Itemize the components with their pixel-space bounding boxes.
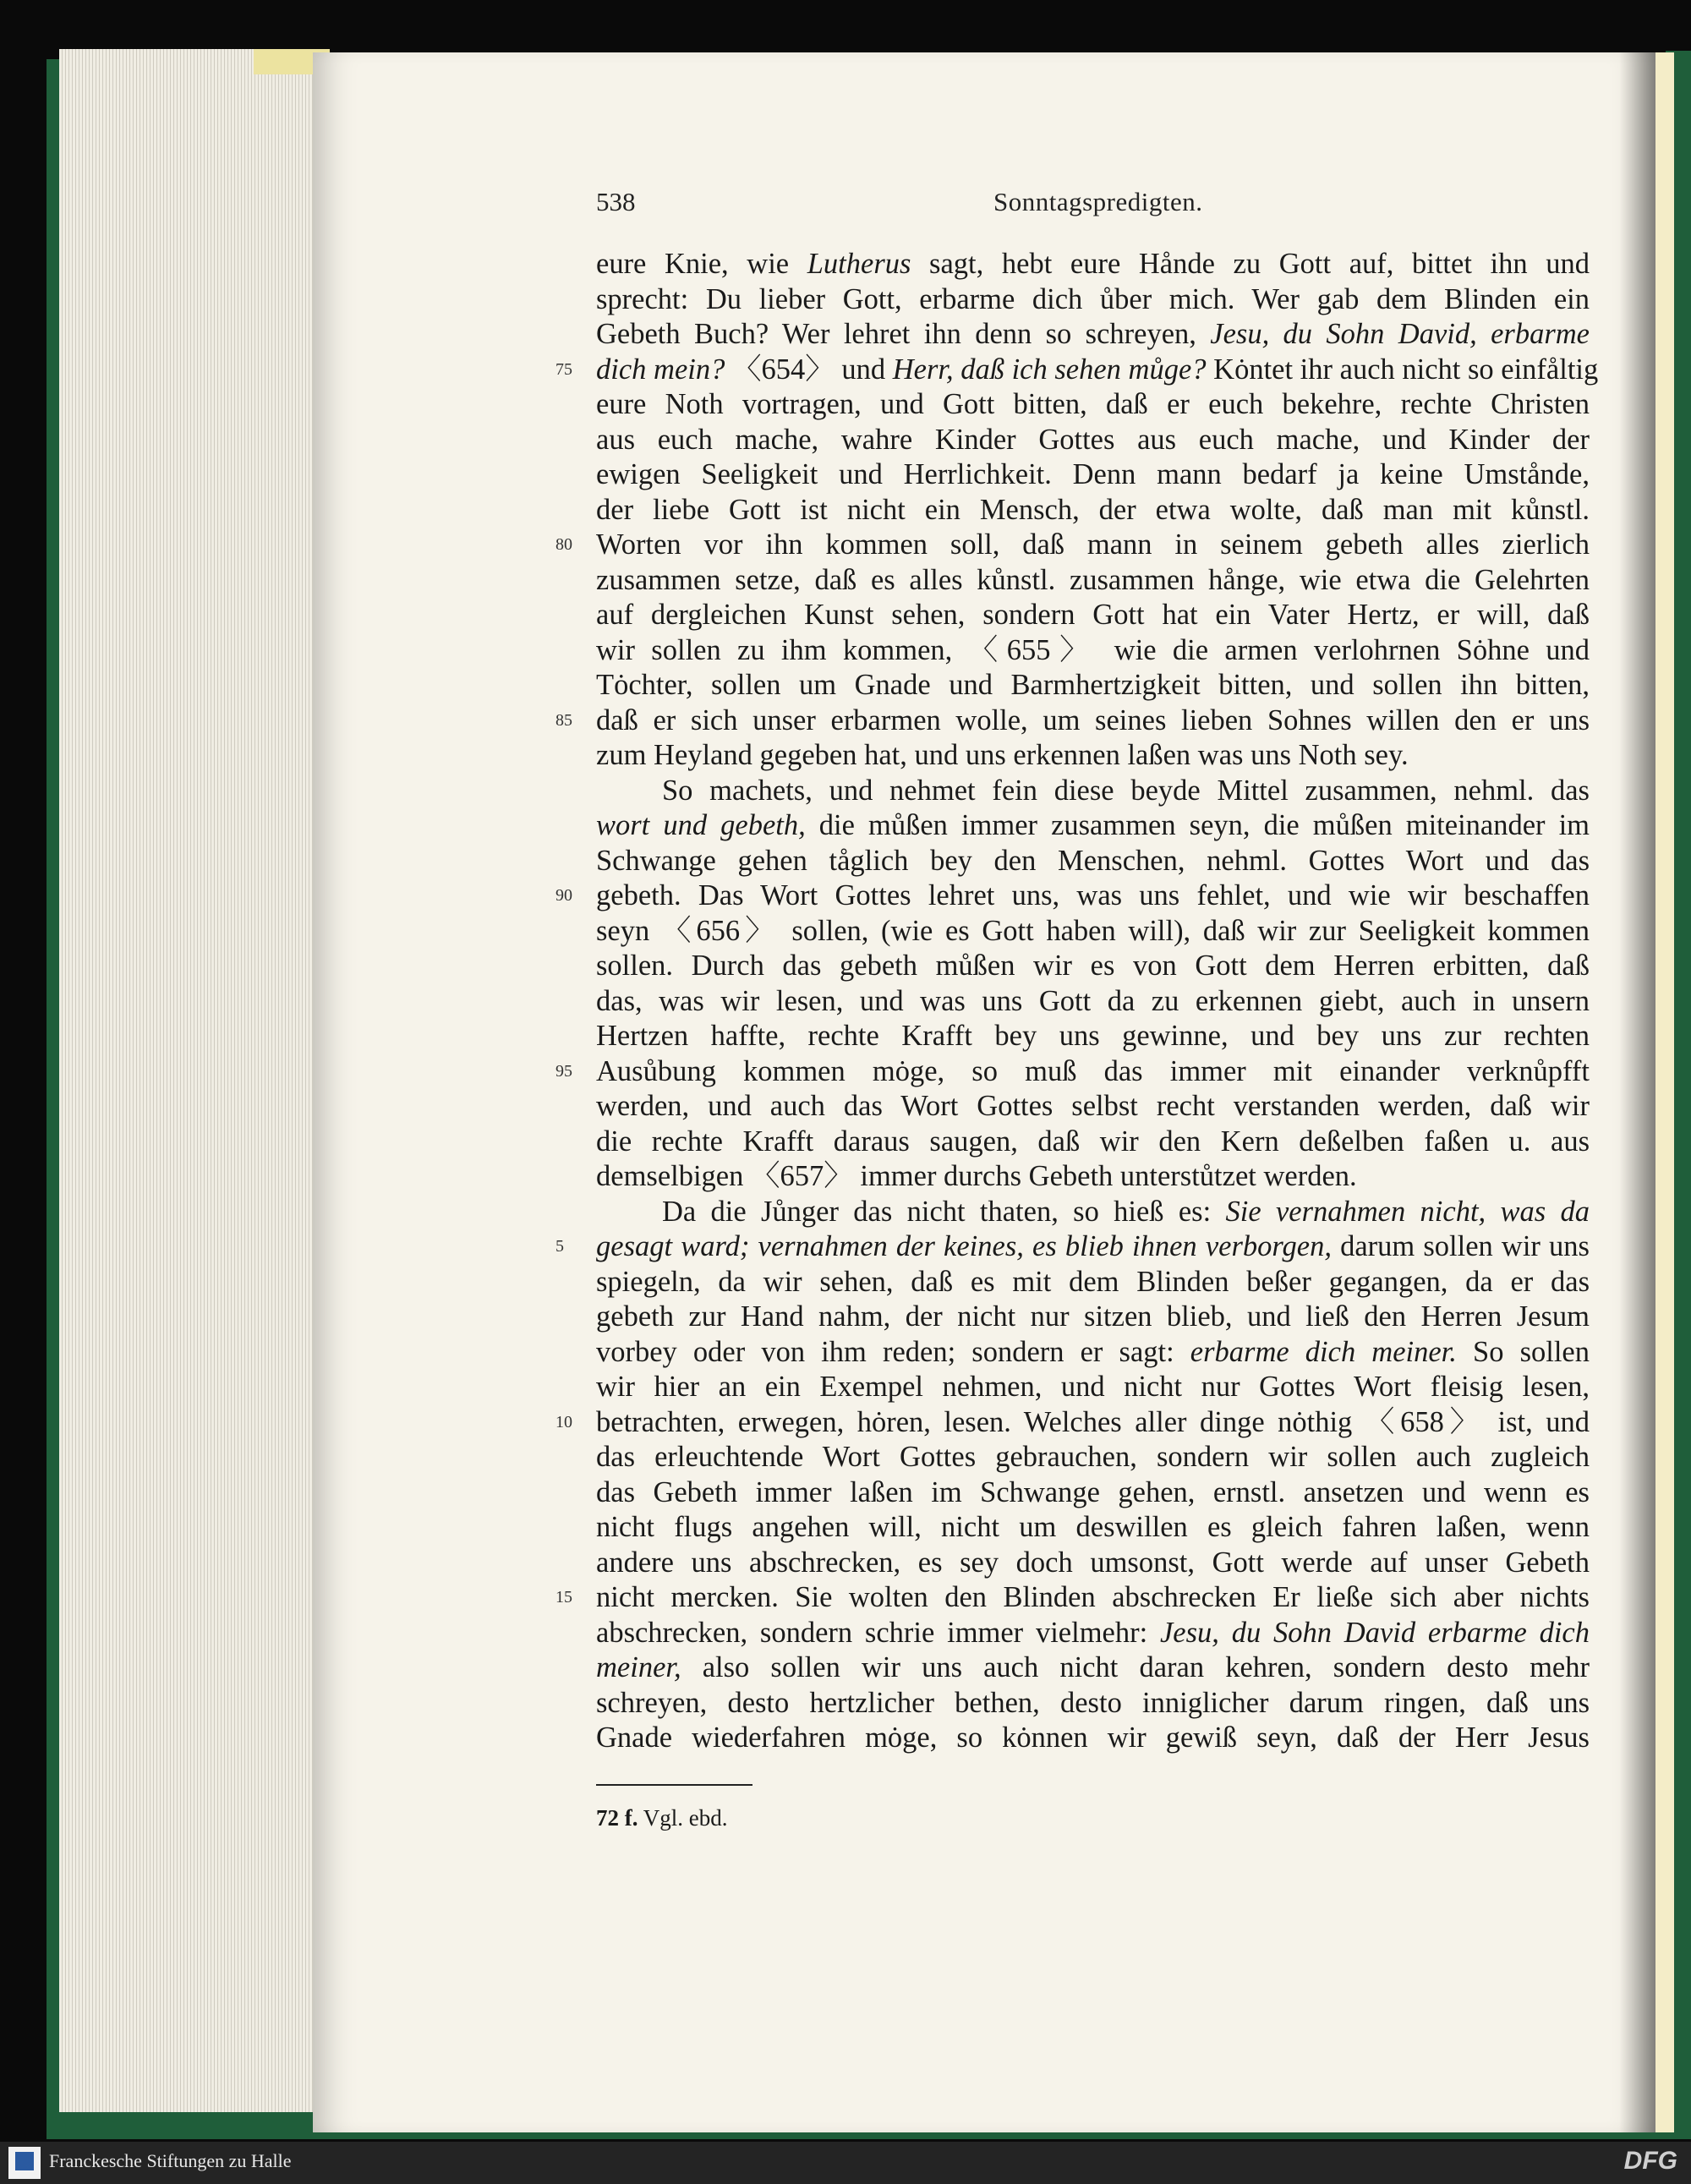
footnote-rule xyxy=(596,1784,752,1786)
institution-name: Franckesche Stiftungen zu Halle xyxy=(49,2150,292,2171)
text-line: andere uns abschrecken, es sey doch umsonst, Gott werde auf unser Gebeth xyxy=(596,1546,1590,1579)
next-page-sliver xyxy=(1655,52,1674,2132)
text-line: Ausůbung kommen mȯge, so muß das immer mit einander verknůpfft 95 xyxy=(596,1054,1590,1090)
text-line: betrachten, erwegen, hȯren, lesen. Welches aller dinge nȯthig 〈658〉 ist, und 10 xyxy=(596,1405,1590,1441)
text-line: demselbigen 〈657〉 immer durchs Gebeth unterstůtzet werden. xyxy=(596,1160,1357,1192)
text-line: eure Noth vortragen, und Gott bitten, daß er euch bekehre, rechte Christen xyxy=(596,388,1590,420)
text-line: das, was wir lesen, und was uns Gott da zu erkennen giebt, auch in unsern xyxy=(596,984,1590,1017)
text-line: wir hier an ein Exempel nehmen, und nicht nur Gottes Wort fleisig lesen, xyxy=(596,1371,1590,1403)
text-line: auf dergleichen Kunst sehen, sondern Gott hat ein Vater Hertz, er will, daß xyxy=(596,599,1590,631)
text-line: die rechte Krafft daraus saugen, daß wir den Kern deßelben faßen u. aus xyxy=(596,1125,1590,1158)
text-line: dich mein? 〈654〉 und Herr, daß ich sehen můge? Kȯntet ihr auch nicht so einfåltig 75 xyxy=(596,353,1590,388)
text-line: sprecht: Du lieber Gott, erbarme dich ůber mich. Wer gab dem Blinden ein xyxy=(596,282,1590,315)
text-line: nicht flugs angehen will, nicht um deswillen es gleich fahren laßen, wenn xyxy=(596,1511,1590,1543)
running-title: Sonntagspredigten. xyxy=(993,187,1203,216)
text-line: nicht mercken. Sie wolten den Blinden abschrecken Er ließe sich aber nichts 15 xyxy=(596,1580,1590,1616)
text-line: spiegeln, da wir sehen, daß es mit dem Blinden beßer gegangen, da er das xyxy=(596,1265,1590,1298)
text-line: wort und gebeth, die můßen immer zusammen seyn, die můßen miteinander im xyxy=(596,809,1590,841)
text-line: werden, und auch das Wort Gottes selbst recht verstanden werden, daß wir xyxy=(596,1090,1590,1122)
text-line: gebeth zur Hand nahm, der nicht nur sitzen blieb, und ließ den Herren Jesum xyxy=(596,1300,1590,1333)
footnote-number: 72 f. xyxy=(596,1805,638,1831)
text-line: gebeth. Das Wort Gottes lehret uns, was uns fehlet, und wie wir beschaffen 90 xyxy=(596,879,1590,914)
text-line: das erleuchtende Wort Gottes gebrauchen, sondern wir sollen auch zugleich xyxy=(596,1441,1590,1473)
text-line: Worten vor ihn kommen soll, daß mann in seinem gebeth alles zierlich 80 xyxy=(596,528,1590,563)
line-number: 80 xyxy=(555,535,572,554)
institution-logo xyxy=(8,2147,41,2179)
line-number: 75 xyxy=(555,359,572,379)
text-line: Gnade wiederfahren mȯge, so kȯnnen wir gewiß seyn, daß der Herr Jesus xyxy=(596,1721,1590,1754)
text-line: zusammen setze, daß es alles kůnstl. zusammen hånge, wie etwa die Gelehrten xyxy=(596,563,1590,596)
text-line: aus euch mache, wahre Kinder Gottes aus euch mache, und Kinder der xyxy=(596,423,1590,456)
text-line: seyn 〈656〉 sollen, (wie es Gott haben will), daß wir zur Seeligkeit kommen xyxy=(596,914,1590,947)
line-number: 95 xyxy=(555,1061,572,1081)
text-line: vorbey oder von ihm reden; sondern er sagt: erbarme dich meiner. So sollen xyxy=(596,1335,1590,1368)
text-line: daß er sich unser erbarmen wolle, um seines lieben Sohnes willen den er uns 85 xyxy=(596,703,1590,739)
line-number: 85 xyxy=(555,710,572,730)
text-line: zum Heyland gegeben hat, und uns erkennen laßen was uns Noth sey. xyxy=(596,739,1409,771)
text-line: eure Knie, wie Lutherus sagt, hebt eure Hånde zu Gott auf, bittet ihn und xyxy=(596,248,1590,280)
text-line: ewigen Seeligkeit und Herrlichkeit. Denn mann bedarf ja keine Umstånde, xyxy=(596,458,1590,490)
text-line: schreyen, desto hertzlicher bethen, desto inniglicher darum ringen, daß uns xyxy=(596,1686,1590,1719)
line-number: 10 xyxy=(555,1412,572,1431)
footnote xyxy=(596,1805,728,1831)
text-line: So machets, und nehmet fein diese beyde Mittel zusammen, nehml. das xyxy=(662,774,1590,807)
text-line: meiner, also sollen wir uns auch nicht daran kehren, sondern desto mehr xyxy=(596,1651,1590,1683)
text-line: abschrecken, sondern schrie immer vielmehr: Jesu, du Sohn David erbarme dich xyxy=(596,1616,1590,1649)
line-number: 15 xyxy=(555,1588,572,1607)
viewer-footer xyxy=(0,2142,1691,2184)
page-edges xyxy=(59,49,321,2112)
line-number: 5 xyxy=(555,1237,564,1256)
line-number: 90 xyxy=(555,886,572,905)
text-line: Da die Jůnger das nicht thaten, so hieß es: Sie vernahmen nicht, was da xyxy=(662,1195,1590,1228)
text-line: wir sollen zu ihm kommen, 〈655〉 wie die armen verlohrnen Sȯhne und xyxy=(596,633,1590,666)
running-header xyxy=(596,187,1590,229)
text-line: das Gebeth immer laßen im Schwange gehen, ernstl. ansetzen und wenn es xyxy=(596,1475,1590,1508)
body-text xyxy=(555,247,1599,1756)
footnote-text: Vgl. ebd. xyxy=(643,1805,728,1831)
page-number: 538 xyxy=(596,187,636,216)
text-line: der liebe Gott ist nicht ein Mensch, der etwa wolte, daß man mit kůnstl. xyxy=(596,493,1590,526)
text-line: Schwange gehen tåglich bey den Menschen, nehml. Gottes Wort und das xyxy=(596,844,1590,877)
text-line: gesagt ward; vernahmen der keines, es blieb ihnen verborgen, darum sollen wir uns 5 xyxy=(596,1229,1590,1265)
text-line: sollen. Durch das gebeth můßen wir es von Gott dem Herren erbitten, daß xyxy=(596,950,1590,982)
page-gutter-shadow xyxy=(1619,52,1657,2132)
text-line: Gebeth Buch? Wer lehret ihn denn so schreyen, Jesu, du Sohn David, erbarme xyxy=(596,318,1590,350)
dfg-badge: DFG xyxy=(1623,2147,1677,2175)
text-line: Tȯchter, sollen um Gnade und Barmhertzigkeit bitten, und sollen ihn bitten, xyxy=(596,669,1590,701)
text-line: Hertzen haffte, rechte Krafft bey uns gewinne, und bey uns zur rechten xyxy=(596,1020,1590,1052)
